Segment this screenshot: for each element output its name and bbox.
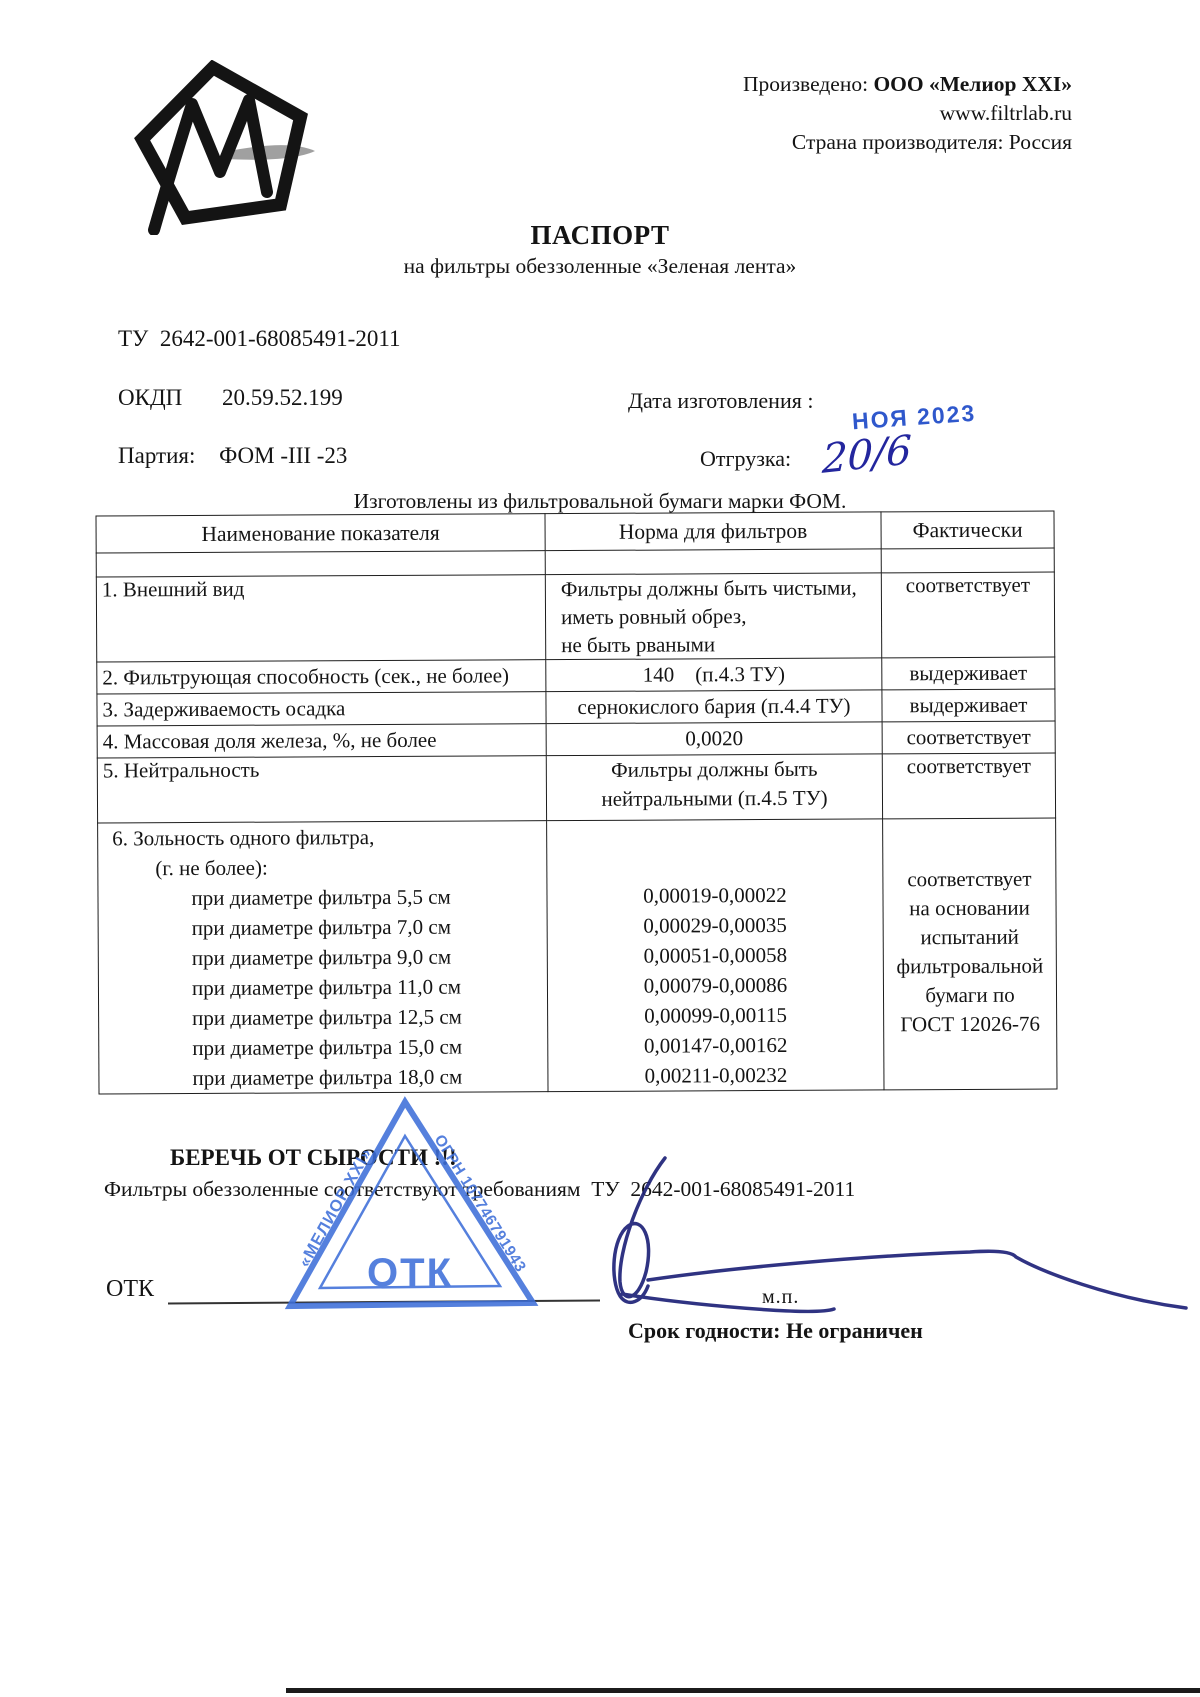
table-row-4	[97, 721, 1055, 758]
row6-item-value: 0,00029-0,00035	[643, 912, 787, 938]
title-block	[0, 220, 1200, 279]
row4-norm: 0,0020	[546, 722, 882, 756]
row6-item-value: 0,00147-0,00162	[643, 1032, 788, 1058]
table-row-3	[97, 689, 1055, 726]
row3-name: 3. Задерживаемость осадка	[97, 692, 546, 726]
tu-label: ТУ	[118, 326, 149, 351]
table-row-1	[96, 572, 1054, 662]
scan-edge-artifact	[286, 1688, 1200, 1693]
stamp-left-edge-text: «МЕЛИОР XXI»	[295, 1144, 376, 1271]
row6-item-label: при диаметре фильтра 7,0 см	[191, 914, 452, 941]
otk-triangle-stamp	[278, 1088, 548, 1323]
row6-name	[98, 821, 548, 1094]
batch-line	[118, 443, 347, 469]
stamp-center-text: ОТК	[367, 1251, 453, 1295]
batch-value: ФОМ -III -23	[219, 443, 348, 468]
table-row-2	[97, 657, 1055, 694]
producer-name: ООО «Мелиор XXI»	[873, 72, 1072, 96]
row1-norm	[545, 573, 881, 660]
signature	[540, 1130, 1200, 1330]
row3-fact: выдерживает	[882, 689, 1055, 722]
conformity-statement: Фильтры обеззоленные соответствуют требованиям ТУ 2642-001-68085491-2011	[104, 1177, 856, 1201]
signature-flourish	[648, 1251, 1186, 1308]
row6-item-label: при диаметре фильтра 9,0 см	[191, 944, 452, 971]
row3-norm: сернокислого бария (п.4.4 ТУ)	[546, 690, 882, 724]
stamp-right-edge-text: ОГРН 107746791943	[430, 1131, 530, 1276]
row6-fact-line: фильтровальной	[896, 953, 1044, 979]
col-header-name: Наименование показателя	[96, 514, 545, 553]
row6-fact-line: испытаний	[920, 924, 1019, 950]
row6-item-label: при диаметре фильтра 11,0 см	[191, 974, 462, 1001]
shipment-label: Отгрузка:	[700, 446, 792, 471]
okdp-label: ОКДП	[118, 385, 183, 410]
row6-name-line1: 6. Зольность одного фильтра,	[112, 825, 375, 851]
row6-name-line2: (г. не более):	[155, 855, 268, 881]
row6-item-value: 0,00019-0,00022	[643, 882, 787, 908]
okdp-value: 20.59.52.199	[222, 385, 343, 410]
row5-name: 5. Нейтральность	[97, 756, 546, 823]
mfg-date-stamp: НОЯ 2023	[851, 399, 978, 435]
signature-lower-tail	[622, 1294, 834, 1311]
row5-norm-line2: нейтральными (п.4.5 ТУ)	[601, 785, 828, 811]
row2-fact: выдерживает	[882, 657, 1055, 690]
row6-item-value: 0,00079-0,00086	[643, 972, 788, 998]
row6-item-label: при диаметре фильтра 5,5 см	[191, 884, 451, 911]
table-row-6	[98, 818, 1057, 1094]
batch-label: Партия:	[118, 443, 196, 468]
col-header-norm: Норма для фильтров	[545, 512, 881, 551]
row1-name: 1. Внешний вид	[96, 575, 545, 662]
signature-loops	[614, 1158, 665, 1302]
row1-norm-line1: Фильтры должны быть чистыми,	[560, 575, 857, 602]
producer-block	[743, 70, 1072, 157]
row6-item-label: при диаметре фильтра 12,5 см	[192, 1004, 462, 1031]
row6-item-label: при диаметре фильтра 15,0 см	[192, 1034, 463, 1061]
row6-item-value: 0,00099-0,00115	[644, 1002, 788, 1028]
row4-fact: соответствует	[882, 721, 1055, 754]
mfg-date-label: Дата изготовления :	[628, 388, 814, 413]
row6-fact-line: ГОСТ 12026-76	[900, 1011, 1041, 1037]
col-header-fact: Фактически	[881, 511, 1054, 549]
otk-label: ОТК	[106, 1276, 154, 1302]
table-row-5	[97, 753, 1055, 823]
spec-table-wrap	[95, 510, 1057, 1094]
melior-logo-icon	[128, 60, 318, 235]
tu-value: 2642-001-68085491-2011	[159, 326, 401, 351]
logo-swoosh	[224, 145, 315, 160]
row1-norm-line2: иметь ровный обрез,	[560, 604, 747, 630]
row5-norm-line1: Фильтры должны быть	[611, 756, 818, 782]
row6-fact-line: бумаги по	[925, 982, 1015, 1008]
humidity-warning: БЕРЕЧЬ ОТ СЫРОСТИ !!!	[170, 1145, 457, 1170]
row6-fact	[883, 818, 1057, 1090]
row1-fact: соответствует	[881, 572, 1054, 658]
row6-item-label: при диаметре фильтра 18,0 см	[192, 1064, 463, 1091]
row6-norm	[547, 819, 884, 1092]
spec-table	[95, 510, 1057, 1094]
row6-fact-line: на основании	[909, 895, 1030, 921]
produced-label: Произведено:	[743, 72, 874, 96]
page-subtitle: на фильтры обеззоленные «Зеленая лента»	[403, 254, 797, 278]
table-caption: Изготовлены из фильтровальной бумаги марки ФОМ.	[353, 489, 847, 513]
row2-name: 2. Фильтрующая способность (сек., не более)	[97, 660, 546, 694]
row6-item-value: 0,00211-0,00232	[644, 1062, 788, 1088]
tu-line	[118, 326, 400, 352]
row2-norm: 140 (п.4.3 ТУ)	[546, 658, 882, 692]
row4-name: 4. Массовая доля железа, %, не более	[97, 724, 546, 758]
table-header-row	[96, 511, 1054, 553]
row6-fact-line: соответствует	[907, 866, 1032, 892]
page-title: ПАСПОРТ	[530, 220, 670, 250]
country-text: Страна производителя: Россия	[791, 130, 1072, 154]
row1-norm-line3: не быть рваными	[561, 632, 716, 658]
website-text: www.filtrlab.ru	[939, 101, 1072, 125]
shipment-handwritten-value: 20/6	[821, 427, 913, 483]
mp-seal-label: м.п.	[762, 1286, 800, 1308]
okdp-line	[118, 385, 343, 411]
row6-item-value: 0,00051-0,00058	[643, 942, 788, 968]
row5-fact: соответствует	[882, 753, 1055, 819]
row5-norm	[546, 754, 882, 821]
producer-line	[743, 70, 1072, 99]
shelf-life-text: Срок годности: Не ограничен	[628, 1318, 923, 1343]
